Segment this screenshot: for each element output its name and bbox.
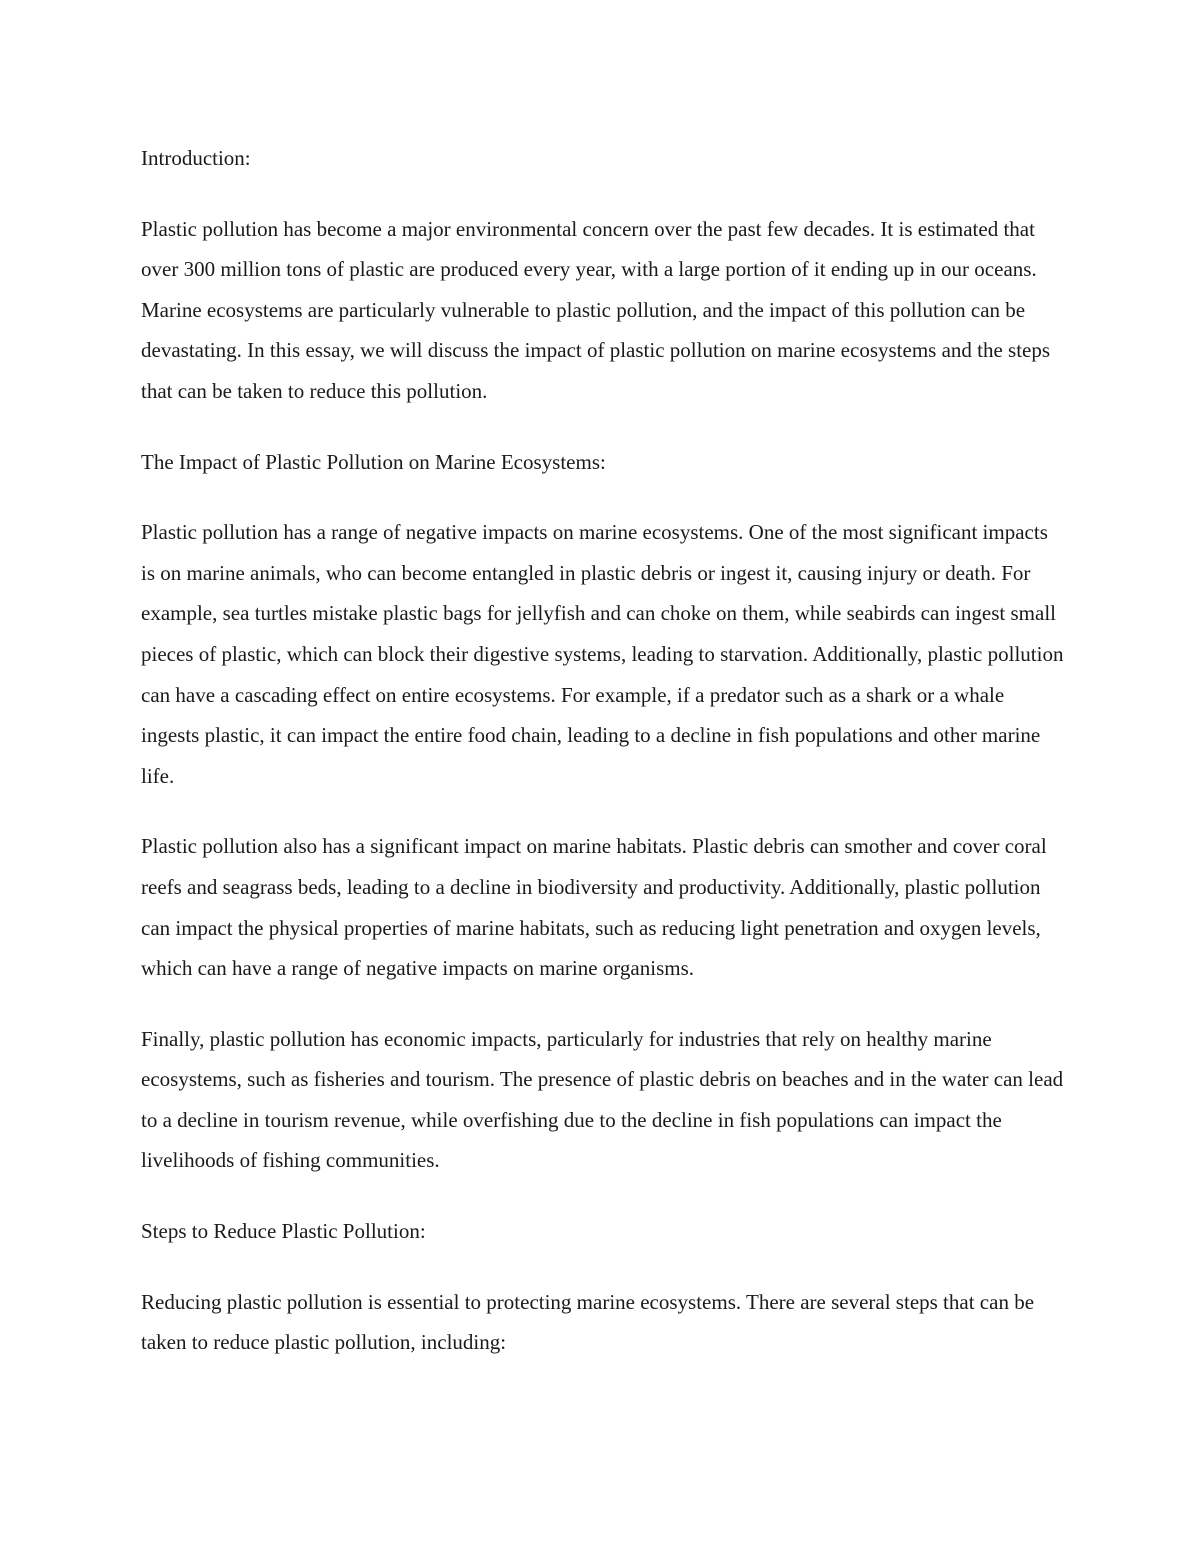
paragraph-impact-habitats: Plastic pollution also has a significant impact on marine habitats. Plastic debris can smother and cover coral reefs and seagrass beds, leading to a decline in biodiversity and productivity. Additionally, plastic pollution can impact the physical properties of marine habitats, such as reducing light penetration and oxygen levels, which can have a range of negative impacts on marine organisms.	[141, 834, 1047, 981]
section-heading-introduction: Introduction:	[141, 146, 251, 170]
paragraph-impact-economic: Finally, plastic pollution has economic impacts, particularly for industries that rely on healthy marine ecosystems, such as fisheries and tourism. The presence of plastic debris on beaches and in the water can lead to a decline in tourism revenue, while overfishing due to the decline in fish populations can impact the livelihoods of fishing communities.	[141, 1026, 1064, 1173]
section-heading-impact: The Impact of Plastic Pollution on Marine Ecosystems:	[141, 449, 606, 474]
paragraph-steps: Reducing plastic pollution is essential to protecting marine ecosystems. There are several steps that can be taken to reduce plastic pollution, including:	[141, 1289, 1035, 1355]
document-body	[141, 138, 1066, 1363]
section-heading-steps: Steps to Reduce Plastic Pollution:	[141, 1219, 426, 1244]
paragraph-introduction: Plastic pollution has become a major environmental concern over the past few decades. It is estimated that over 300 million tons of plastic are produced every year, with a large portion of it ending up in our oceans. Marine ecosystems are particularly vulnerable to plastic pollution, and the impact of this pollution can be devastating. In this essay, we will discuss the impact of plastic pollution on marine ecosystems and the steps that can be taken to reduce this pollution.	[141, 216, 1051, 403]
paragraph-impact-animals: Plastic pollution has a range of negative impacts on marine ecosystems. One of the most significant impacts is on marine animals, who can become entangled in plastic debris or ingest it, causing injury or death. For example, sea turtles mistake plastic bags for jellyfish and can choke on them, while seabirds can ingest small pieces of plastic, which can block their digestive systems, leading to starvation. Additionally, plastic pollution can have a cascading effect on entire ecosystems. For example, if a predator such as a shark or a whale ingests plastic, it can impact the entire food chain, leading to a decline in fish populations and other marine life.	[141, 520, 1064, 788]
